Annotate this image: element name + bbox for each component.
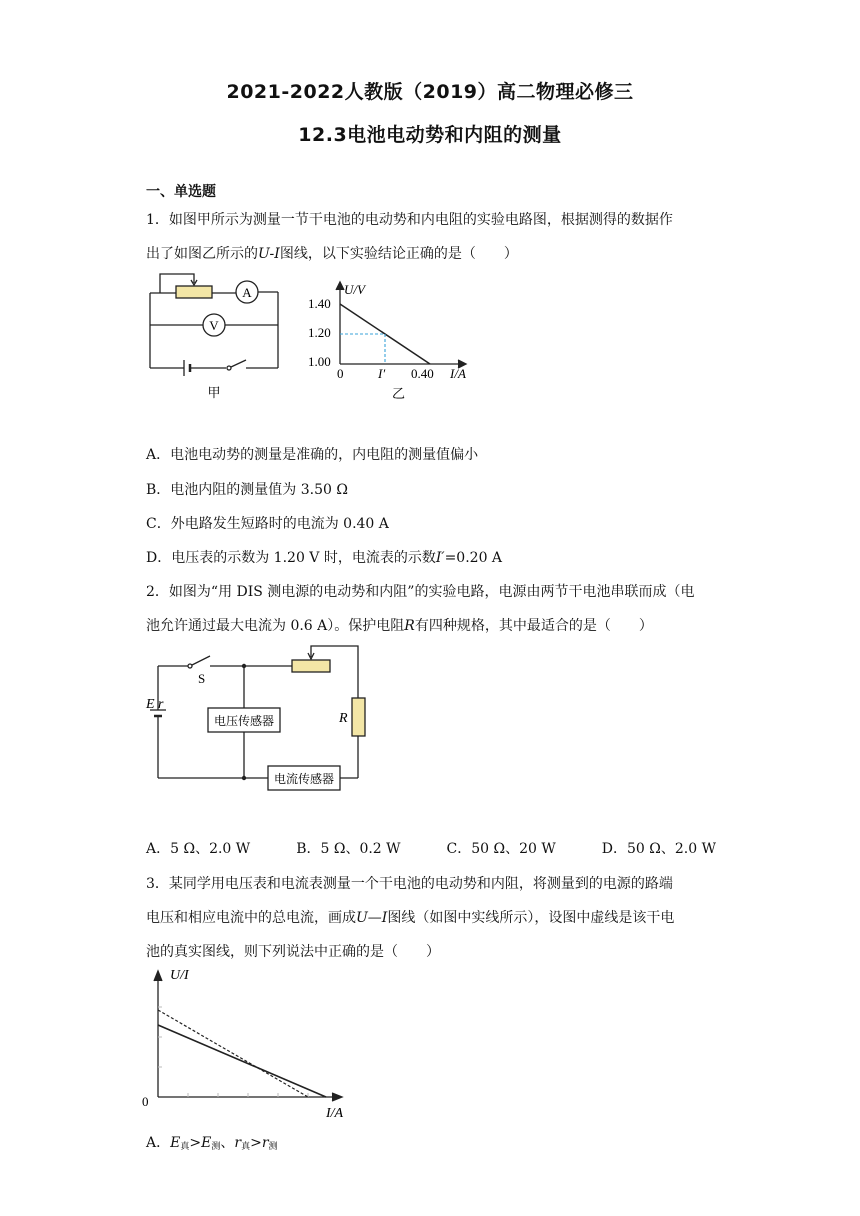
rheostat-symbol [292, 660, 330, 672]
q3-stem-line3: 池的真实图线，则下列说法中正确的是（ ） [146, 944, 440, 960]
y-axis-label: U/I [170, 968, 189, 983]
q1-option-d: D．电压表的示数为 1.20 V 时，电流表的示数I′=0.20 A [146, 550, 503, 566]
emf-er-label: E r [146, 697, 164, 712]
resistor-r-symbol [352, 698, 365, 736]
rheostat-symbol [176, 286, 212, 298]
current-sensor-label: 电流传感器 [273, 772, 335, 786]
resistor-r-label: R [339, 711, 348, 726]
q1-stem-line1: 1．如图甲所示为测量一节干电池的电动势和内电阻的实验电路图，根据测得的数据作 [146, 212, 673, 228]
origin-label: 0 [142, 1094, 149, 1109]
measured-solid-line [158, 1025, 326, 1097]
x-axis-label: I/A [450, 366, 466, 381]
q1-circuit-figure-jia [140, 268, 300, 403]
q2-stem-line1: 2．如图为“用 DIS 测电源的电动势和内阻”的实验电路，电源由两节干电池串联而成（电 [146, 584, 695, 600]
q3-stem-line2: 电压和相应电流中的总电流，画成U—I图线（如图中实线所示），设图中虚线是该干电 [146, 910, 675, 926]
document-title-line1: 2021-2022人教版（2019）高二物理必修三 [226, 81, 634, 103]
q2-option-d: D．50 Ω、2.0 W [601, 841, 716, 857]
figure-caption-yi: 乙 [392, 387, 406, 402]
document-title-line2: 12.3电池电动势和内阻的测量 [298, 124, 562, 146]
y-axis-label: U/V [344, 282, 365, 297]
q2-options-row [146, 838, 716, 858]
x-iprime-label: I′ [378, 366, 386, 381]
q1-option-a: A．电池电动势的测量是准确的，内电阻的测量值偏小 [146, 447, 479, 463]
q1-stem-line2: 出了如图乙所示的U-I图线，以下实验结论正确的是（ ） [146, 246, 518, 262]
q1-option-c: C．外电路发生短路时的电流为 0.40 A [146, 516, 389, 532]
q2-option-b: B．5 Ω、0.2 W [296, 841, 401, 857]
x-tick-0-40: 0.40 [411, 366, 434, 381]
voltage-sensor-label: 电压传感器 [213, 714, 275, 728]
switch-symbol [231, 360, 246, 367]
q1-option-b: B．电池内阻的测量值为 3.50 Ω [146, 482, 348, 498]
true-dashed-line [158, 1010, 308, 1097]
voltmeter-label: V [209, 318, 219, 333]
ytick-1-40: 1.40 [308, 296, 331, 311]
guide-dashed-line [340, 334, 385, 364]
x-axis-label: I/A [326, 1106, 344, 1121]
x-origin-label: 0 [337, 366, 344, 381]
ytick-1-00: 1.00 [308, 354, 331, 369]
switch-s-symbol [192, 656, 210, 665]
q1-ui-graph-yi [300, 278, 480, 403]
q2-stem-line2: 池允许通过最大电流为 0.6 A）。保护电阻R有四种规格，其中最适合的是（ ） [146, 618, 653, 634]
q2-option-a: A．5 Ω、2.0 W [146, 841, 251, 857]
figure-caption-jia: 甲 [207, 386, 221, 401]
switch-s-label: S [198, 671, 206, 686]
q3-stem-line1: 3．某同学用电压表和电流表测量一个干电池的电动势和内阻，将测量到的电源的路端 [146, 876, 673, 892]
ammeter-label: A [242, 285, 252, 300]
section-heading: 一、单选题 [146, 184, 216, 200]
q3-ui-graph [140, 965, 360, 1125]
q2-option-c: C．50 Ω、20 W [446, 841, 556, 857]
q2-dis-circuit-figure [140, 640, 380, 800]
ytick-1-20: 1.20 [308, 325, 331, 340]
q3-option-a: A．$E_真>E_测$、$r_真>r_测$ [146, 1135, 278, 1152]
